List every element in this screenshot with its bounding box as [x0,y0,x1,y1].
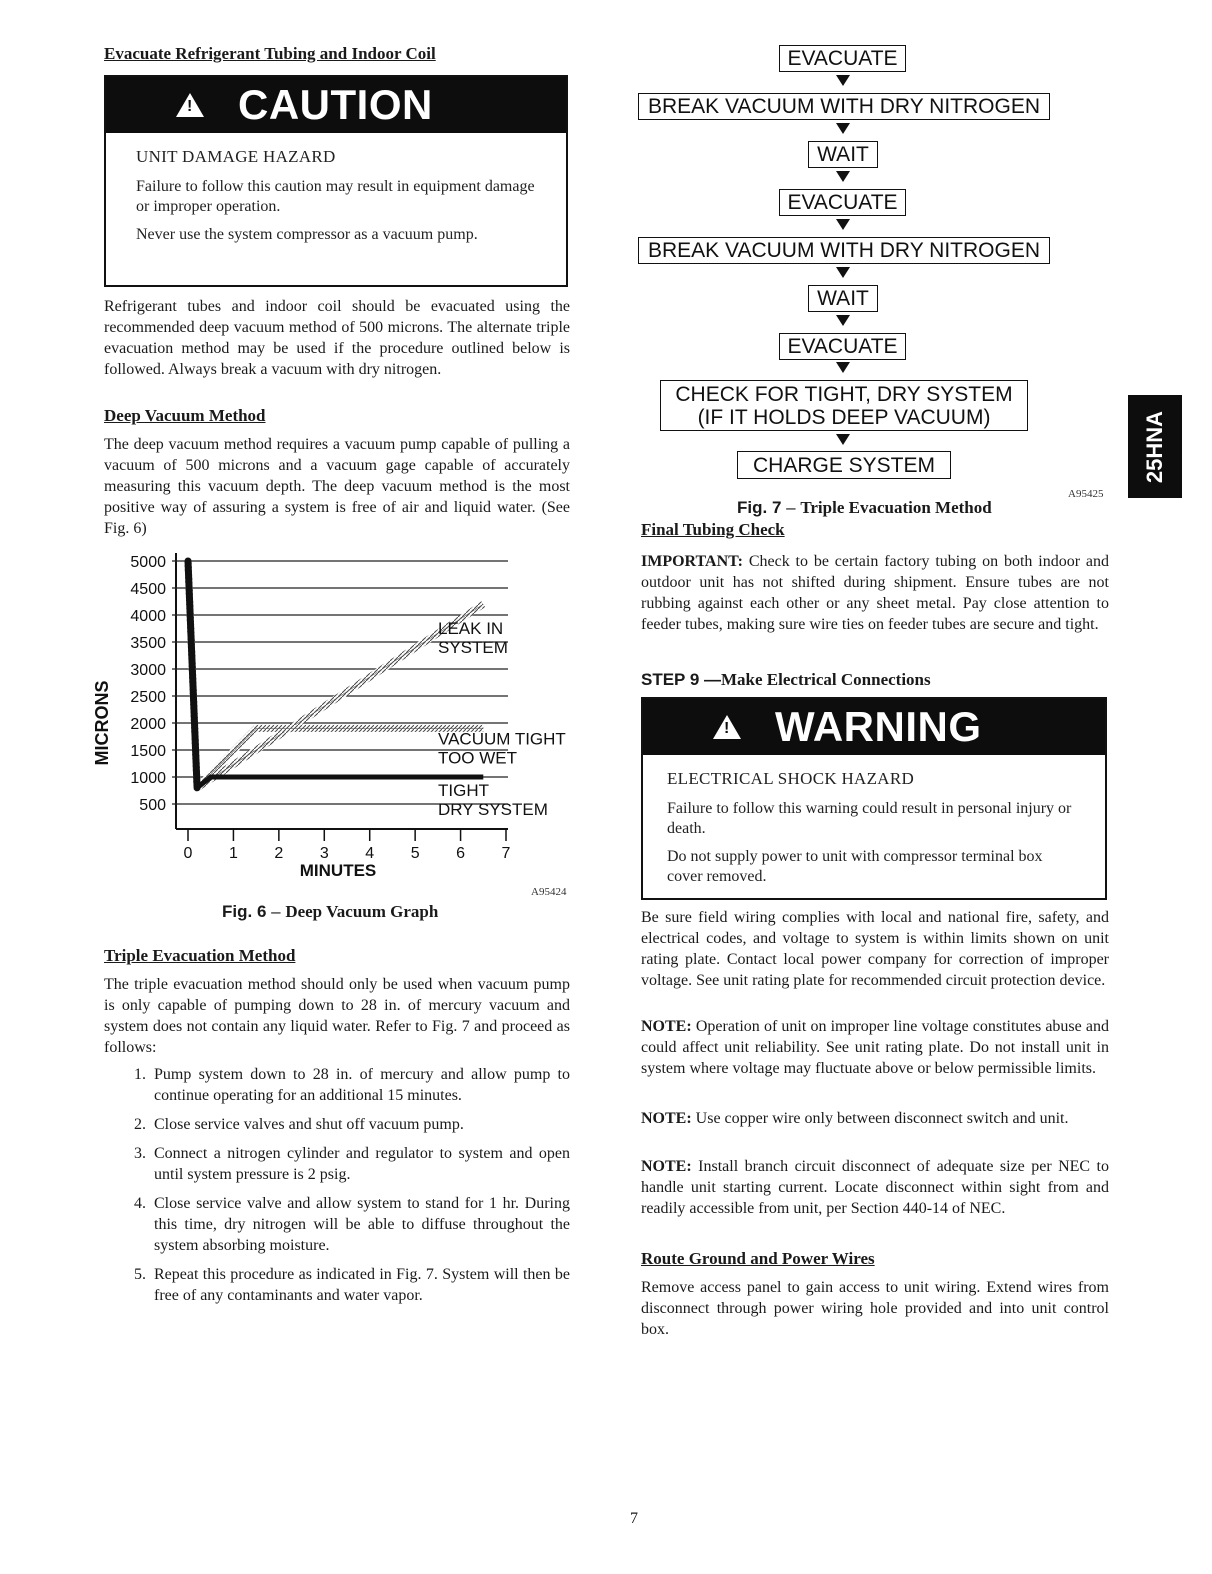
list-item [104,1143,570,1185]
y-tick-label: 3000 [130,662,166,679]
caution-header [106,77,566,133]
note-paragraph [641,1016,1109,1079]
step9-heading [641,670,931,690]
step9-label: STEP 9 — [641,670,721,689]
note-text: Operation of unit on improper line voltage constitutes abuse and could affect unit reliability. See unit rating plate. Do not install unit in system where voltage may fluctuate above or below permissible limits. [641,1018,1110,1077]
list-item-text: Repeat this procedure as indicated in Fig. 7. System will then be free of any contaminants and water vapor. [154,1266,570,1304]
triple-evac-steps [104,1064,570,1314]
triple-evac-title: Triple Evacuation Method [104,946,296,965]
warning-triangle-icon: ! [713,715,741,739]
x-tick-label: 7 [501,845,511,862]
list-item-number: 2. [134,1116,146,1133]
flow-step-evacuate: EVACUATE [779,45,906,72]
y-tick-label: 4500 [130,581,166,598]
note-label: NOTE: [641,1018,692,1035]
note-text: Use copper wire only between disconnect switch and unit. [695,1110,1069,1127]
flow-arrow-icon [836,123,850,134]
list-item-text: Close service valves and shut off vacuum pump. [154,1116,464,1133]
warning-triangle-icon: ! [176,93,204,117]
note-label: NOTE: [641,1158,692,1175]
flow-arrow-icon [836,362,850,373]
note-paragraph [641,1156,1109,1219]
deep-vacuum-chart [90,545,570,890]
intro-paragraph: Refrigerant tubes and indoor coil should be evacuated using the recommended deep vacuum method of 500 microns. The alternate triple evacuation method may be used if the procedure outlined below is followed. Always break a vacuum with dry nitrogen. [104,298,570,378]
important-label: IMPORTANT: [641,553,743,570]
warning-line: Do not supply power to unit with compressor terminal box cover removed. [667,848,1043,885]
x-tick-label: 6 [456,845,466,862]
flow-arrow-icon [836,171,850,182]
x-tick-label: 0 [183,845,193,862]
deep-vacuum-title: Deep Vacuum Method [104,406,266,425]
flow-step-break-vacuum: BREAK VACUUM WITH DRY NITROGEN [638,237,1050,264]
fig7-code: A95425 [1068,488,1104,500]
fig6-caption-title: Deep Vacuum Graph [285,902,439,921]
caution-box [104,75,568,287]
flow-step-break-vacuum: BREAK VACUUM WITH DRY NITROGEN [638,93,1050,120]
caution-title: UNIT DAMAGE HAZARD [136,147,336,166]
flow-step-check [660,380,1028,431]
x-tick-label: 3 [319,845,329,862]
note-paragraph [641,1108,1109,1129]
list-item-number: 4. [134,1195,146,1212]
flow-step-wait: WAIT [808,141,878,168]
list-item [104,1064,570,1106]
caution-line: Never use the system compressor as a vacuum pump. [136,226,478,243]
flow-step-wait: WAIT [808,285,878,312]
triple-evac-paragraph: The triple evacuation method should only be used when vacuum pump is only capable of pumping down to 28 in. of mercury vacuum and system does not contain any liquid water. Refer to Fig. 7 and proceed as follows: [104,976,570,1056]
section-title-evacuate: Evacuate Refrigerant Tubing and Indoor Coil [104,44,436,63]
y-tick-label: 500 [139,797,166,814]
warning-signal-word: WARNING [775,703,982,750]
y-tick-label: 2500 [130,689,166,706]
flow-arrow-icon [836,219,850,230]
side-tab-label: 25HNA [1142,410,1167,483]
wiring-paragraph: Be sure field wiring complies with local and national fire, safety, and electrical codes, and voltage to system is within limits shown on unit rating plate. Contact local power company for correction of improper voltage. See unit rating plate for recommended circuit protection device. [641,909,1109,989]
dry-label: DRY SYSTEM [438,799,548,819]
note-text: Install branch circuit disconnect of adequate size per NEC to handle unit starting current. Locate disconnect within sight from and readily accessible from unit, per Section 440-14 of NEC. [641,1158,1110,1217]
fig6-caption-prefix: Fig. 6 [222,902,267,921]
x-axis-label: MINUTES [299,861,377,880]
x-tick-label: 5 [410,845,420,862]
y-axis-label: MICRONS [92,680,112,766]
step9-title: Make Electrical Connections [721,670,931,689]
x-tick-label: 1 [228,845,238,862]
fig6-caption [222,902,438,922]
route-wires-title: Route Ground and Power Wires [641,1249,875,1268]
flow-step-evacuate: EVACUATE [779,333,906,360]
leak-label: LEAK IN [438,618,504,638]
leak-label: SYSTEM [438,637,508,657]
list-item [104,1114,570,1135]
important-paragraph [641,551,1109,635]
flow-arrow-icon [836,75,850,86]
wet-label: VACUUM TIGHT [438,729,566,749]
fig7-caption-title: Triple Evacuation Method [800,498,992,517]
x-tick-label: 4 [365,845,375,862]
side-tab-model [1128,395,1182,498]
y-tick-label: 5000 [130,554,166,571]
warning-line: Failure to follow this warning could result in personal injury or death. [667,800,1072,837]
fig6-code: A95424 [531,886,567,898]
warning-box [641,697,1107,900]
route-wires-paragraph: Remove access panel to gain access to unit wiring. Extend wires from disconnect through power wiring hole provided and into unit control box. [641,1279,1109,1338]
wet-label: TOO WET [438,748,518,768]
y-tick-label: 4000 [130,608,166,625]
fig7-caption [737,498,992,518]
deep-vacuum-paragraph: The deep vacuum method requires a vacuum pump capable of pulling a vacuum of 500 microns and a vacuum gage capable of accurately measuring this vacuum depth. The deep vacuum method is the most positive way of assuring a system is free of air and liquid water. (See Fig. 6) [104,436,570,537]
list-item [104,1264,570,1306]
important-text: Check to be certain factory tubing on both indoor and outdoor unit has not shifted during shipment. Ensure tubes are not rubbing against each other or any sheet metal. Pay close attention to feeder tubes, making sure wire ties on feeder tubes are secure and tight. [641,553,1109,633]
warning-header [643,699,1105,755]
y-tick-label: 1000 [130,770,166,787]
caution-signal-word: CAUTION [238,81,433,128]
flow-step-charge: CHARGE SYSTEM [737,451,951,479]
y-tick-label: 3500 [130,635,166,652]
warning-title: ELECTRICAL SHOCK HAZARD [667,769,915,788]
fig6-caption-dash: – [266,902,286,921]
flow-arrow-icon [836,267,850,278]
flow-step-evacuate: EVACUATE [779,189,906,216]
fig7-caption-prefix: Fig. 7 [737,498,782,517]
pumpdown-line [188,561,197,788]
flow-step-check-line: (IF IT HOLDS DEEP VACUUM) [697,405,991,429]
list-item-text: Connect a nitrogen cylinder and regulator to system and open until system pressure is 2 psig. [154,1145,570,1183]
list-item-number: 3. [134,1145,146,1162]
x-tick-label: 2 [274,845,284,862]
list-item [104,1193,570,1256]
list-item-number: 5. [134,1266,146,1283]
dry-label: TIGHT [438,780,489,800]
page-number: 7 [630,1510,638,1527]
list-item-text: Close service valve and allow system to stand for 1 hr. During this time, dry nitrogen will be able to diffuse throughout the system absorbing moisture. [154,1195,570,1254]
flow-step-check-line: CHECK FOR TIGHT, DRY SYSTEM [675,382,1013,406]
list-item-text: Pump system down to 28 in. of mercury and allow pump to continue operating for an additional 15 minutes. [154,1066,570,1104]
flow-arrow-icon [836,434,850,445]
y-tick-label: 1500 [130,743,166,760]
note-label: NOTE: [641,1110,692,1127]
final-tubing-title: Final Tubing Check [641,520,785,539]
flow-arrow-icon [836,315,850,326]
fig7-caption-dash: – [781,498,801,517]
list-item-number: 1. [134,1066,146,1083]
y-tick-label: 2000 [130,716,166,733]
caution-line: Failure to follow this caution may result in equipment damage or improper operation. [136,178,535,215]
